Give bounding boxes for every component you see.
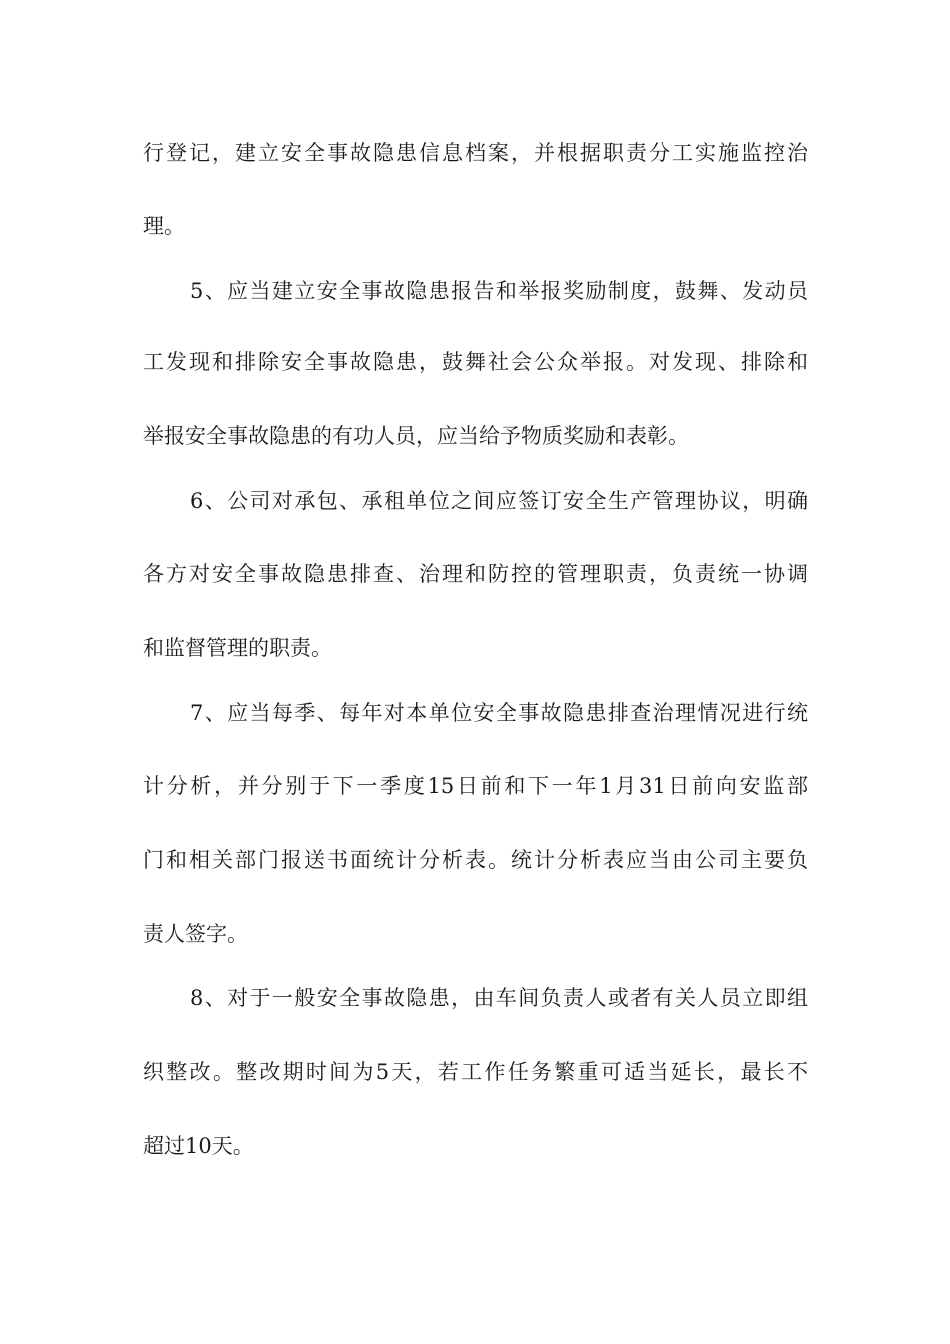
paragraph-6-start: 6、公司对承包、承租单位之间应签订安全生产管理协议，明确 xyxy=(190,489,808,513)
text-line: 超过10天。 xyxy=(143,1134,254,1158)
text-line: 各方对安全事故隐患排查、治理和防控的管理职责，负责统一协调 xyxy=(143,562,808,586)
paragraph-8-start: 8、对于一般安全事故隐患，由车间负责人或者有关人员立即组 xyxy=(190,986,808,1010)
text-line: 计分析，并分别于下一季度15日前和下一年1月31日前向安监部 xyxy=(143,774,808,798)
text-line: 责人签字。 xyxy=(143,922,248,946)
text-line: 门和相关部门报送书面统计分析表。统计分析表应当由公司主要负 xyxy=(143,848,808,872)
paragraph-5-start: 5、应当建立安全事故隐患报告和举报奖励制度，鼓舞、发动员 xyxy=(190,279,808,303)
text-line: 行登记，建立安全事故隐患信息档案，并根据职责分工实施监控治 xyxy=(143,141,808,165)
paragraph-7-start: 7、应当每季、每年对本单位安全事故隐患排查治理情况进行统 xyxy=(190,701,808,725)
text-line: 理。 xyxy=(143,214,185,238)
text-line: 举报安全事故隐患的有功人员，应当给予物质奖励和表彰。 xyxy=(143,424,689,448)
text-line: 织整改。整改期时间为5天，若工作任务繁重可适当延长，最长不 xyxy=(143,1060,808,1084)
text-line: 工发现和排除安全事故隐患，鼓舞社会公众举报。对发现、排除和 xyxy=(143,350,808,374)
text-line: 和监督管理的职责。 xyxy=(143,636,332,660)
